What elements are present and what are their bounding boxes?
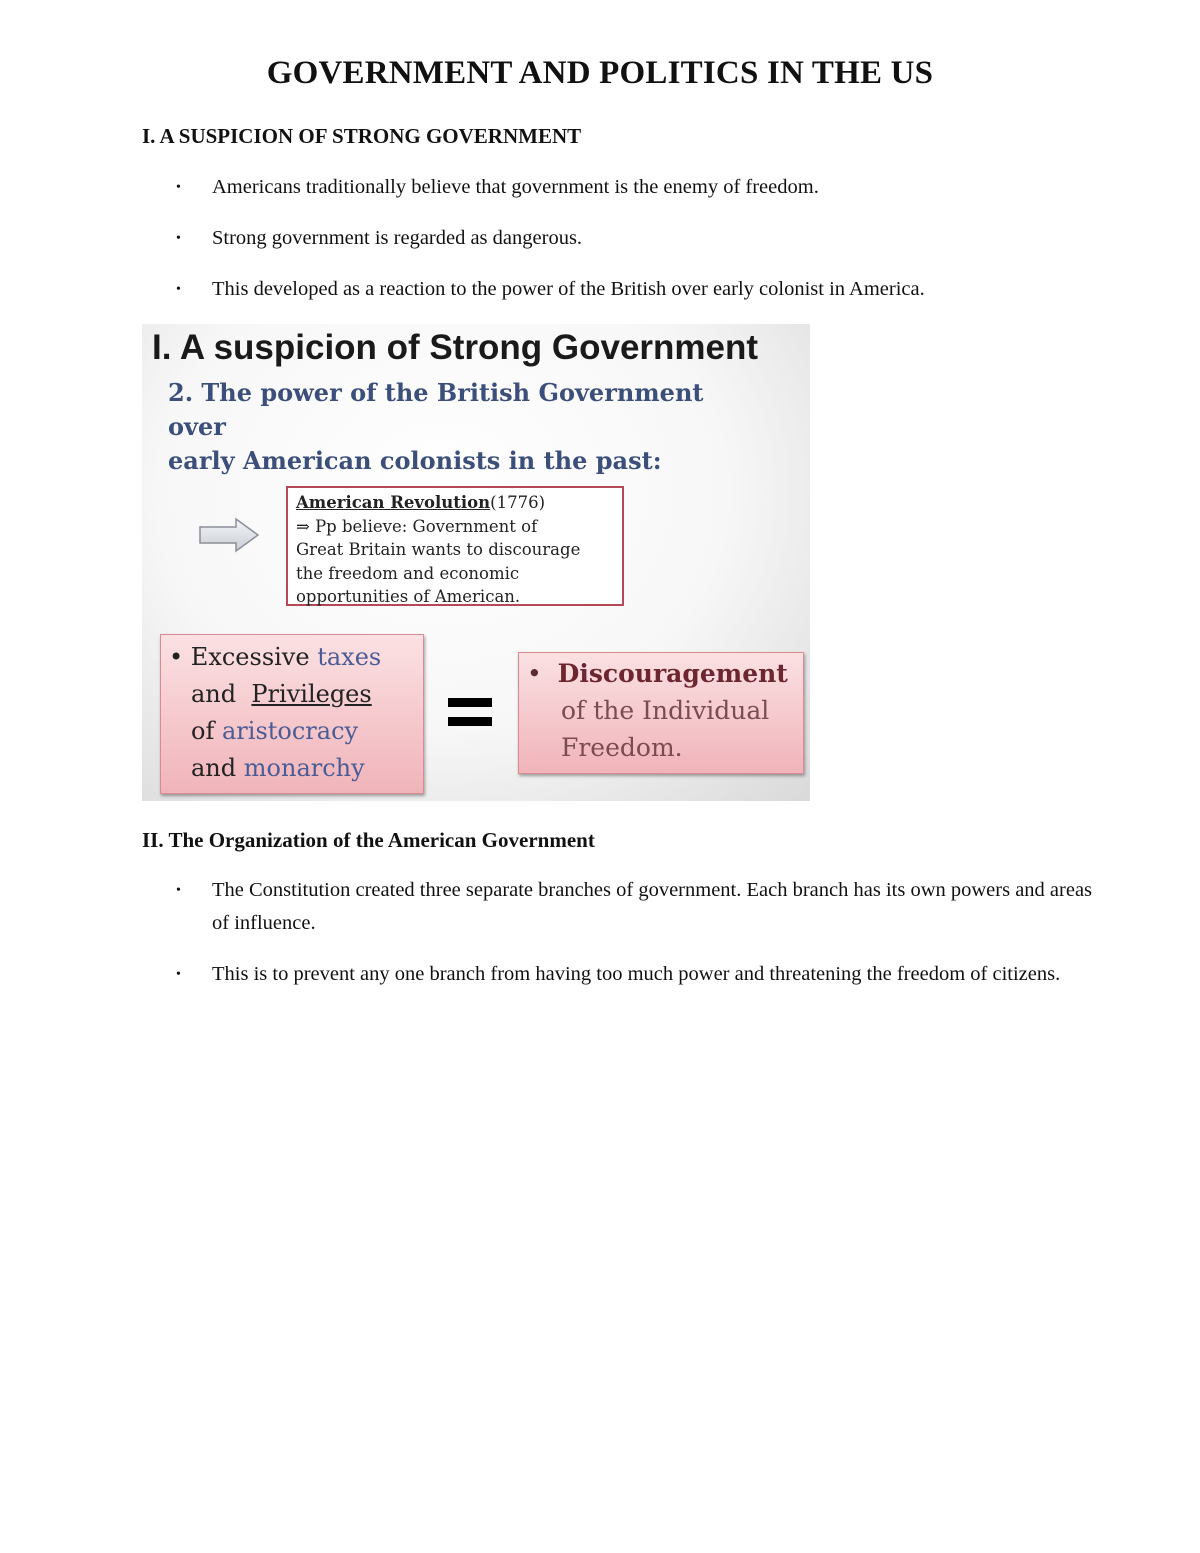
list-item-text: This developed as a reaction to the power of the British over early colonist in America. <box>212 278 925 300</box>
list-item-text: The Constitution created three separate branches of government. Each branch has its own powers and areas of influence. <box>212 879 1093 934</box>
bullet-icon: • <box>176 967 181 982</box>
revolution-line: the freedom and economic <box>296 563 520 583</box>
effect-line: Discouragement <box>557 659 788 688</box>
slide-subtitle-line: early American colonists in the past: <box>168 446 662 475</box>
causes-word: aristocracy <box>221 717 359 745</box>
list-item <box>142 222 1112 255</box>
causes-box <box>160 634 424 794</box>
list-item-text: Strong government is regarded as dangerous. <box>212 227 583 249</box>
bullet-icon: • <box>169 643 184 671</box>
bullet-icon: • <box>176 282 181 297</box>
bullet-icon: • <box>176 180 181 195</box>
revolution-year: (1776) <box>490 493 546 512</box>
revolution-line: Great Britain wants to discourage <box>296 540 581 559</box>
right-arrow-icon <box>198 516 260 554</box>
section2-heading: II. The Organization of the American Government <box>142 828 595 852</box>
causes-word: Privileges <box>251 680 372 708</box>
section1-heading: I. A SUSPICION OF STRONG GOVERNMENT <box>142 124 582 148</box>
effect-line: Freedom. <box>561 733 683 762</box>
revolution-line: opportunities of American. <box>296 587 521 606</box>
slide-title: I. A suspicion of Strong Government <box>152 328 759 367</box>
section1-bullet-list <box>142 171 1112 324</box>
list-item-text: Americans traditionally believe that government is the enemy of freedom. <box>212 176 819 198</box>
list-item <box>142 874 1112 940</box>
list-item <box>142 958 1112 991</box>
list-item-text: This is to prevent any one branch from having too much power and threatening the freedom of citizens. <box>212 963 1061 985</box>
document-title: GOVERNMENT AND POLITICS IN THE US <box>266 55 934 91</box>
equals-sign-icon <box>448 698 492 736</box>
bullet-icon: • <box>527 659 542 688</box>
causes-word: and <box>191 680 237 708</box>
bullet-icon: • <box>176 231 181 246</box>
section2-bullet-list <box>142 874 1112 1009</box>
causes-word: and <box>191 754 237 782</box>
list-item <box>142 273 1112 306</box>
slide-subtitle <box>168 376 768 478</box>
slide-subtitle-line: 2. The power of the British Government over <box>168 378 704 441</box>
list-item <box>142 171 1112 204</box>
causes-word: monarchy <box>243 754 365 782</box>
revolution-line: ⇒ Pp believe: Government of <box>296 516 538 536</box>
revolution-box <box>286 486 624 606</box>
causes-word: of <box>191 717 215 745</box>
causes-word: taxes <box>317 643 382 671</box>
revolution-title: American Revolution <box>296 493 491 512</box>
effect-line: of the Individual <box>561 696 770 725</box>
bullet-icon: • <box>176 883 181 898</box>
effect-box <box>518 652 804 774</box>
slide-image <box>142 324 810 801</box>
causes-word: Excessive <box>190 643 310 671</box>
